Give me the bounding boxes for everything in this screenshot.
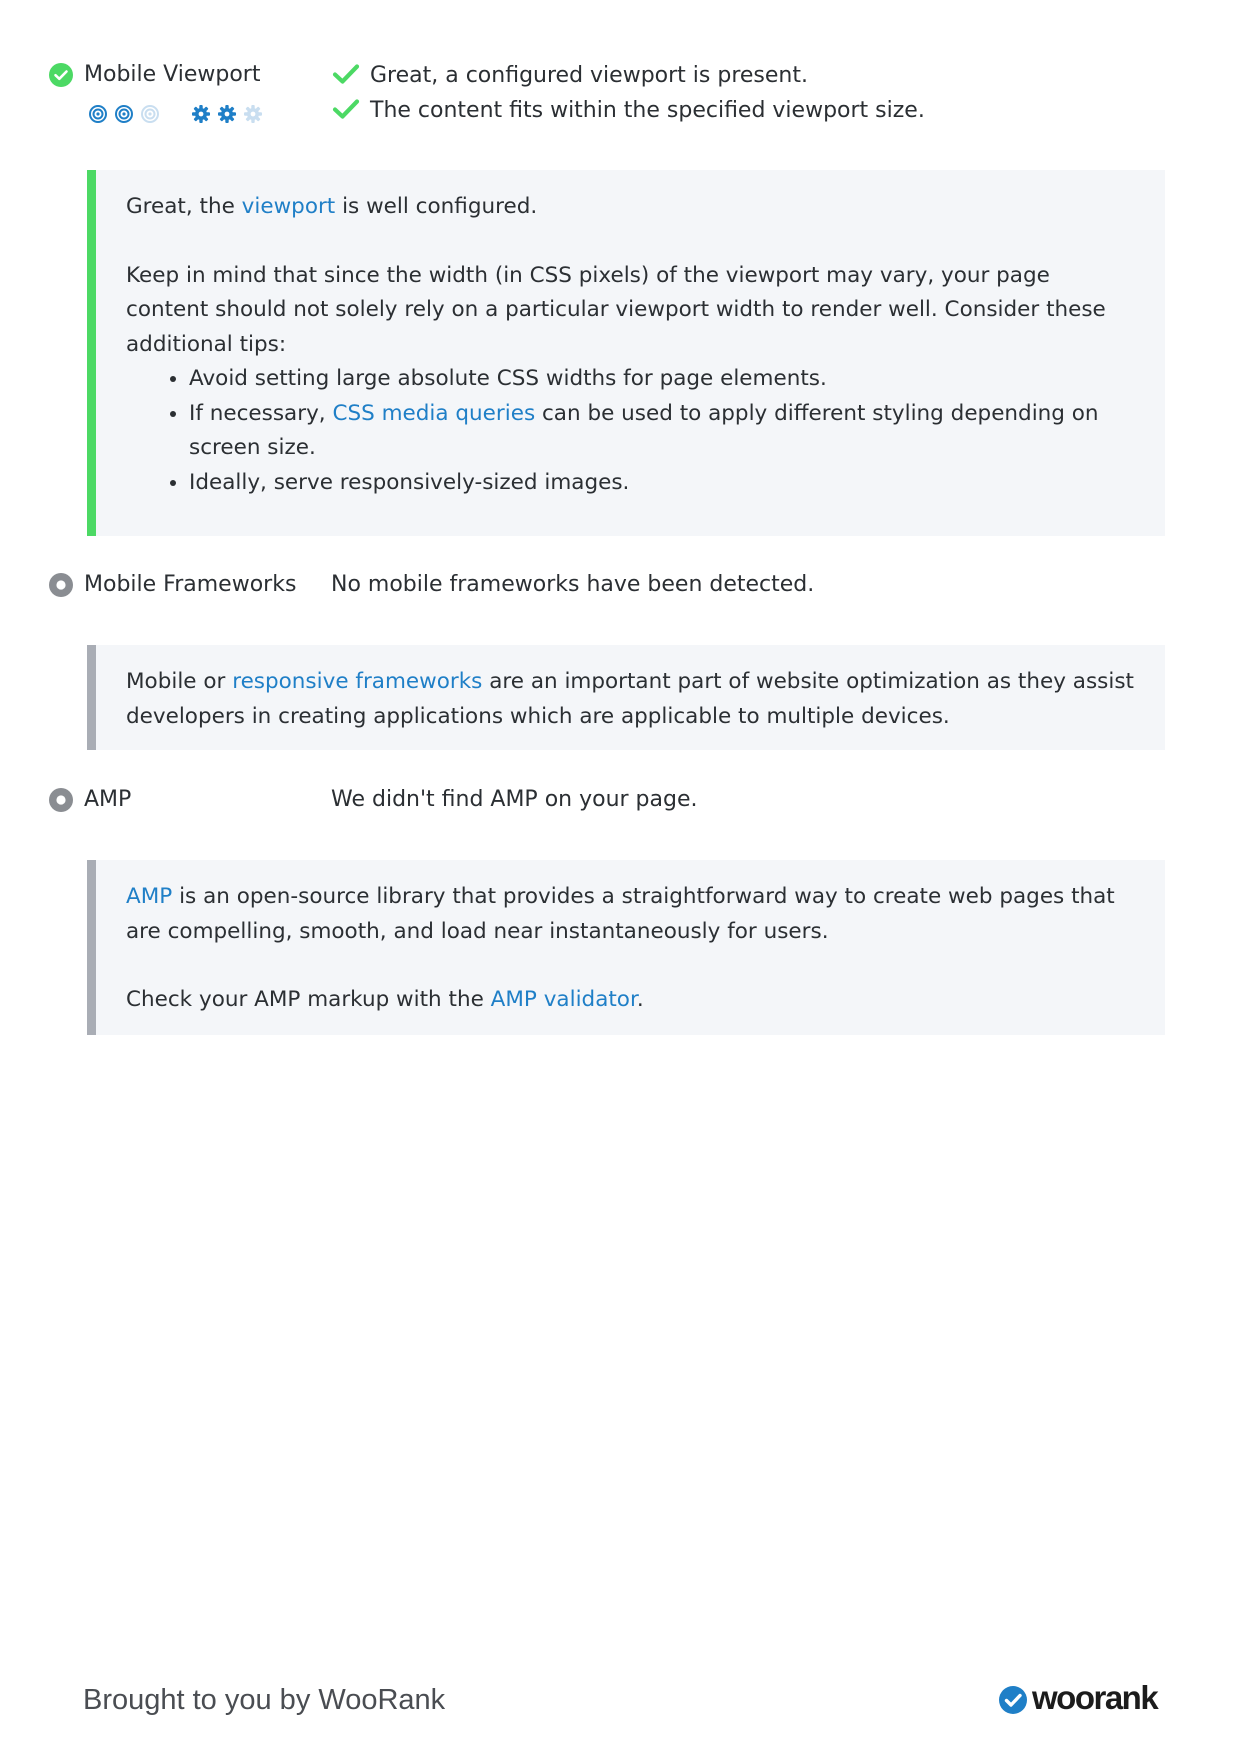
info-text: If necessary, xyxy=(189,400,333,426)
responsive-frameworks-link[interactable]: responsive frameworks xyxy=(232,669,483,694)
neutral-eye-icon xyxy=(48,572,74,598)
gear-icon xyxy=(191,104,211,124)
css-media-queries-link[interactable]: CSS media queries xyxy=(332,400,536,426)
target-icon-inactive xyxy=(140,104,160,124)
section-title: Mobile Viewport xyxy=(84,62,261,87)
info-text: can be used to apply different styling depending on screen size. xyxy=(189,400,1099,460)
viewport-link[interactable]: viewport xyxy=(241,194,336,219)
check-circle-icon xyxy=(48,62,74,88)
checkmark-icon xyxy=(332,97,360,121)
checkmark-icon xyxy=(332,62,360,86)
list-item: • Avoid setting large absolute CSS widths for page elements. xyxy=(189,362,1135,397)
list-item: • Ideally, serve responsively-sized images. xyxy=(189,466,1135,501)
result-message-text: We didn't find AMP on your page. xyxy=(331,787,698,812)
info-paragraph xyxy=(126,190,1135,225)
gear-icon xyxy=(217,104,237,124)
result-message-text: No mobile frameworks have been detected. xyxy=(331,572,815,597)
tips-list xyxy=(126,362,1135,500)
result-message-text: Great, a configured viewport is present. xyxy=(370,63,808,88)
section-title: Mobile Frameworks xyxy=(84,572,297,597)
info-text: is an open-source library that provides a straightforward way to create web pages that are compelling, smooth, and load near instantaneously for users. xyxy=(126,884,1115,944)
info-text: Great, the xyxy=(126,194,242,219)
target-icon xyxy=(114,104,134,124)
gear-icon-inactive xyxy=(243,104,263,124)
info-text: . xyxy=(636,987,644,1012)
info-box-viewport xyxy=(87,170,1165,536)
list-item xyxy=(189,397,1135,466)
info-paragraph xyxy=(126,665,1135,734)
footer-text: Brought to you by WooRank xyxy=(83,1684,446,1716)
result-message xyxy=(332,93,925,128)
brand-name: woorank xyxy=(1032,1679,1158,1716)
section-title: AMP xyxy=(84,787,132,812)
neutral-eye-icon xyxy=(48,787,74,813)
info-paragraph xyxy=(126,983,1135,1018)
info-box-frameworks xyxy=(87,645,1165,750)
info-paragraph xyxy=(126,880,1135,949)
woorank-check-badge-icon xyxy=(998,1685,1028,1715)
result-message xyxy=(332,58,925,93)
info-text: are an important part of website optimization as they assist developers in creating applications which are applicable to multiple devices. xyxy=(126,669,1134,729)
info-text: is well configured. xyxy=(335,194,538,219)
result-messages xyxy=(332,58,925,128)
result-message-text: The content fits within the specified viewport size. xyxy=(370,98,925,123)
info-text: Mobile or xyxy=(126,669,233,694)
amp-link[interactable]: AMP xyxy=(126,884,173,909)
info-box-amp xyxy=(87,860,1165,1035)
target-icon xyxy=(88,104,108,124)
info-paragraph: Keep in mind that since the width (in CSS pixels) of the viewport may vary, your page content should not solely rely on a particular viewport width to render well. Consider these additional tips: xyxy=(126,262,1106,357)
amp-validator-link[interactable]: AMP validator xyxy=(490,987,637,1012)
info-text: Check your AMP markup with the xyxy=(126,987,491,1012)
